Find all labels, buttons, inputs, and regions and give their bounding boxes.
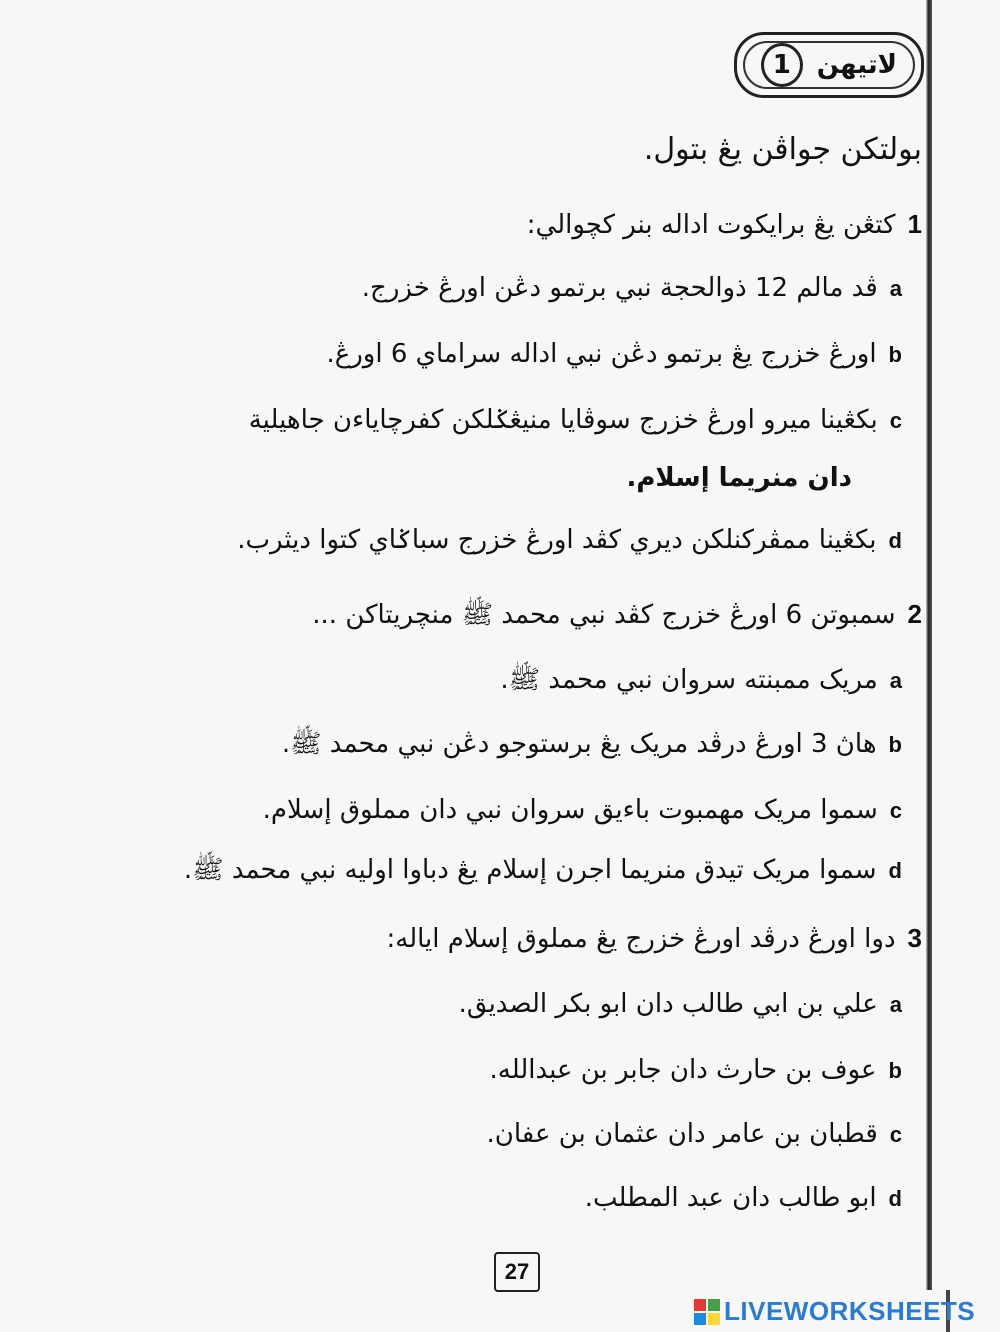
- question-number: 3: [907, 923, 922, 953]
- option-label: b: [888, 342, 902, 367]
- option-text-continued: دان منريما إسلام.: [626, 463, 852, 493]
- option-label: a: [889, 992, 902, 1017]
- q2-option-c[interactable]: [263, 790, 902, 831]
- liveworksheets-footer: [694, 1296, 975, 1327]
- lesson-number: 1: [761, 43, 803, 87]
- q1-option-d[interactable]: [237, 520, 902, 561]
- option-text: ابو طالب دان عبد المطلب.: [584, 1183, 877, 1213]
- question-2: [312, 594, 922, 635]
- q1-option-c[interactable]: [249, 400, 902, 441]
- option-label: d: [888, 858, 902, 883]
- liveworksheets-logo-icon: [694, 1299, 720, 1325]
- question-text: دوا اورڠ درڤد اورڠ خزرج يڠ مملوق إسلام اياله:: [386, 924, 896, 954]
- q2-option-b[interactable]: [282, 724, 902, 765]
- option-label: c: [889, 408, 902, 433]
- option-label: a: [889, 668, 902, 693]
- question-3: [387, 918, 922, 959]
- option-text: بكڠينا ميرو اورڠ خزرج سوڤايا منيڠݢلكن كفرچاياءن جاهيلية: [248, 405, 878, 435]
- q1-option-b[interactable]: [326, 334, 902, 375]
- option-label: a: [889, 276, 902, 301]
- option-label: d: [888, 528, 902, 553]
- option-label: b: [888, 1058, 902, 1083]
- option-text: قطبان بن عامر دان عثمان بن عفان.: [486, 1119, 878, 1149]
- option-label: c: [889, 1122, 902, 1147]
- option-text: ڤد مالم 12 ذوالحجة نبي برتمو دڠن اورڠ خزرج.: [361, 273, 878, 303]
- q3-option-a[interactable]: [459, 984, 902, 1025]
- option-text: سموا مريک تيدق منريما اجرن إسلام يڠ دباوا اوليه نبي محمد ﷺ.: [183, 855, 877, 885]
- option-text: اورڠ خزرج يڠ برتمو دڠن نبي اداله سراماي 6 اورڠ.: [326, 339, 877, 369]
- q3-option-c[interactable]: [487, 1114, 902, 1155]
- instruction-title: بولتكن جواڤن يڠ بتول.: [643, 132, 922, 167]
- option-label: d: [888, 1186, 902, 1211]
- q2-option-a[interactable]: [500, 660, 902, 701]
- q1-option-a[interactable]: [362, 268, 902, 309]
- question-number: 1: [907, 209, 922, 239]
- q2-option-d[interactable]: [184, 850, 902, 891]
- option-text: علي بن ابي طالب دان ابو بكر الصديق.: [458, 989, 878, 1019]
- option-text: عوف بن حارث دان جابر بن عبدالله.: [489, 1055, 877, 1085]
- question-text: سمبوتن 6 اورڠ خزرج كڤد نبي محمد ﷺ منچريتاكن ...: [312, 600, 896, 630]
- q3-option-d[interactable]: [585, 1178, 902, 1219]
- option-text: سموا مريک مهمبوت باءيق سروان نبي دان مملوق إسلام.: [262, 795, 878, 825]
- lesson-word: لاتيهن: [816, 50, 897, 80]
- option-label: c: [889, 798, 902, 823]
- q1-option-c-continued: [626, 458, 852, 498]
- option-label: b: [888, 732, 902, 757]
- option-text: هاڽ 3 اورڠ درڤد مريک يڠ برستوجو دڠن نبي محمد ﷺ.: [281, 729, 877, 759]
- lesson-badge: [734, 32, 924, 98]
- footer-brand: LIVEWORKSHEETS: [724, 1296, 976, 1326]
- option-text: بكڠينا ممڤركنلكن ديري كڤد اورڠ خزرج سباݢاي كتوا ديثرب.: [237, 525, 877, 555]
- question-text: كتڠن يڠ برايكوت اداله بنر كچوالي:: [526, 210, 896, 240]
- q3-option-b[interactable]: [490, 1050, 902, 1091]
- page-binding-edge: [926, 0, 932, 1290]
- option-text: مريک ممبنته سروان نبي محمد ﷺ.: [500, 665, 878, 695]
- question-number: 2: [907, 599, 922, 629]
- question-1: [527, 204, 922, 245]
- page-number: 27: [494, 1252, 540, 1292]
